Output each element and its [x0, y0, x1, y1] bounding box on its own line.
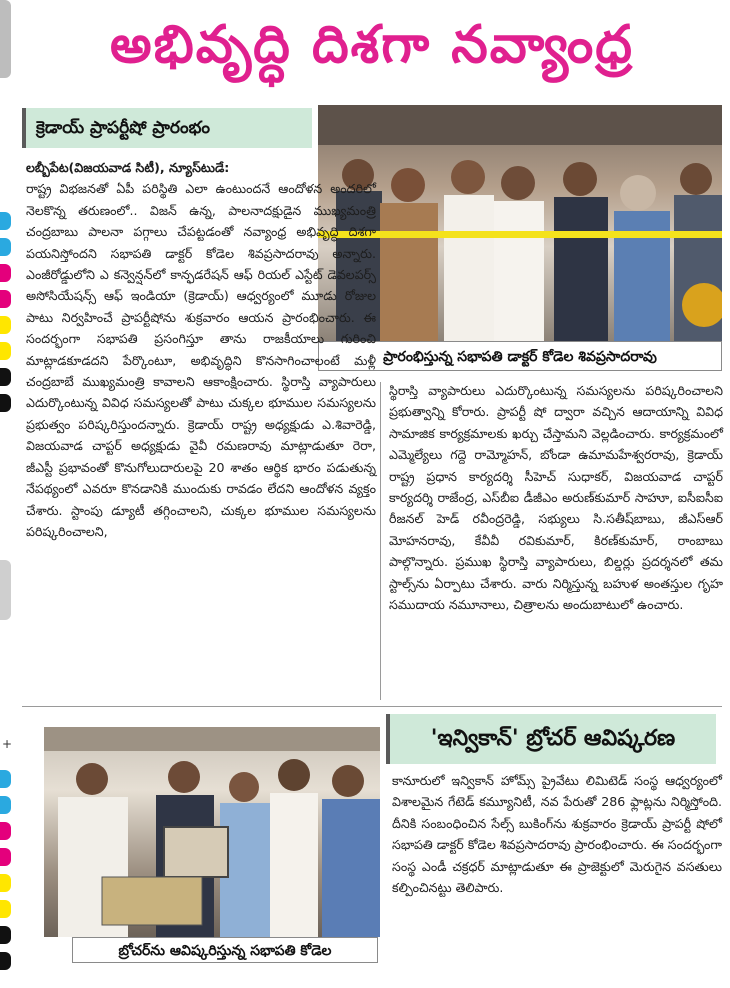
section-divider: [22, 706, 722, 707]
photo-caption-ribbon-cutting: ప్రారంభిస్తున్న సభాపతి డాక్టర్ కోడెల శివప్రసాదరావు: [318, 341, 722, 371]
story2-body-text: కానూరులో ఇన్వికాన్ హోమ్స్ ప్రైవేటు లిమిటెడ్ సంస్థ ఆధ్వర్యంలో విశాలమైన గేటెడ్ కమ్యూనిటీ, నవ పేరుతో 286 ఫ్లాట్లను నిర్మిస్తోంది. దీనికి సంబంధించిన సేల్స్ బుకింగ్‌ను శుక్రవారం క్రెడాయ్ ప్రాపర్టీ షోలో సభాపతి డాక్టర్ కోడెల శివప్రసాదరావు ప్రారంభించారు. ఈ సందర్భంగా సంస్థ ఎండీ చక్రధర్ మాట్లాడుతూ ఈ ప్రాజెక్టులో మెరుగైన వసతులు కల్పించినట్టు తెలిపారు.: [392, 773, 722, 896]
color-swatch-magenta: [0, 822, 11, 840]
story-heading-property-show: క్రెడాయ్ ప్రాపర్టీషో ప్రారంభం: [22, 108, 312, 148]
registration-color-strip: [0, 0, 14, 988]
crowd-illustration: [318, 105, 722, 341]
brochure-group-illustration: [44, 727, 380, 937]
color-swatch-cyan: [0, 212, 11, 230]
color-swatch-yellow: [0, 342, 11, 360]
story1-body-continued: స్థిరాస్తి వ్యాపారులు ఎదుర్కొంటున్న సమస్యలను పరిష్కరించాలని ప్రభుత్వాన్ని కోరారు. ప్రాపర్టీ షో ద్వారా వచ్చిన ఆదాయాన్ని వివిధ సామాజిక కార్యక్రమాలకు ఖర్చు చేస్తామని వెల్లడించారు. కార్యక్రమంలో ఎమ్మెల్యేలు గద్దె రామ్మోహన్, బోండా ఉమామహేశ్వరరావు, క్రెడాయ్ రాష్ట్ర ప్రధాన కార్యదర్శి సీహెచ్ సుధాకర్, విజయవాడ చాప్టర్ కార్యదర్శి రాజేంద్ర, ఎస్‌బీఐ డీజీఎం అరుణ్‌కుమార్ సాహూ, ఐసీఐసీఐ రీజనల్ హెడ్ రవీంద్రరెడ్డి, సభ్యులు సి.సతీష్‌బాబు, జీఎస్ఆర్ మోహనరావు, కేవీవీ రవికుమార్, కిరణ్‌కుమార్, రాంబాబు పాల్గొన్నారు. ప్రముఖ స్థిరాస్తి వ్యాపారులు, బిల్డర్లు ప్రదర్శనలో తమ స్టాల్స్‌ను ఏర్పాటు చేశారు. వారు నిర్మిస్తున్న బహుళ అంతస్తుల గృహ సముదాయ నమూనాలు, చిత్రాలను అందుబాటులో ఉంచారు.: [389, 383, 723, 613]
color-swatch-yellow: [0, 874, 11, 892]
color-swatch-black: [0, 394, 11, 412]
brochure-launch-photo: [44, 727, 380, 937]
story2-column: [392, 770, 722, 898]
color-swatch-black: [0, 926, 11, 944]
registration-crosshair-icon: +: [2, 737, 13, 751]
column-divider: [380, 382, 381, 700]
dateline: లబ్బీపేట(విజయవాడ సిటీ), న్యూస్‌టుడే:: [26, 160, 230, 175]
ribbon-cutting-photo: [318, 105, 722, 341]
photo-caption-brochure: బ్రోచర్‌ను ఆవిష్కరిస్తున్న సభాపతి కోడెల: [72, 937, 378, 963]
color-swatch-magenta: [0, 290, 11, 308]
story1-column-1: [26, 157, 376, 542]
color-swatch-cyan: [0, 238, 11, 256]
color-swatch-black: [0, 952, 11, 970]
story1-body-text: రాష్ట్ర విభజనతో ఏపీ పరిస్థితి ఎలా ఉంటుందనే ఆందోళన అందరిలో నెలకొన్న తరుణంలో.. విజన్ ఉన్న, పాలనాదక్షుడైన ముఖ్యమంత్రి చంద్రబాబు పాలనా పగ్గాలు చేపట్టడంతో నవ్యాంధ్ర అభివృద్ధి దిశగా పయనిస్తోందని సభాపతి డాక్టర్ కోడెల శివప్రసాదరావు అన్నారు. ఎంజీరోడ్డులోని ఎ కన్వెన్షన్‌లో కాన్ఫడరేషన్ ఆఫ్ రియల్ ఎస్టేట్ డెవలపర్స్ అసోసియేషన్స్ ఆఫ్ ఇండియా (క్రెడాయ్) ఆధ్వర్యంలో మూడు రోజుల పాటు నిర్వహించే ప్రాపర్టీషోను శుక్రవారం ఆయన ప్రారంభించారు. ఈ సందర్భంగా సభాపతి ప్రసంగిస్తూ తాను రాజకీయాలు గురించి మాట్లాడకూడదని పేర్కొంటూ, అభివృద్ధిని కొనసాగించాలంటే మళ్లీ చంద్రబాబే ముఖ్యమంత్రి కావాలని ఆకాంక్షించారు. స్థిరాస్తి వ్యాపారులు ఎదుర్కొంటున్న వివిధ సమస్యలతో పాటు చుక్కల భూముల సమస్యలను ప్రభుత్వం పరిష్కరిస్తుందన్నారు. క్రెడాయ్ రాష్ట్ర అధ్యక్షుడు ఎ.శివారెడ్డి, విజయవాడ చాప్టర్ అధ్యక్షుడు వైవీ రమణరావు మాట్లాడుతూ రెరా, జీఎస్టీ ప్రభావంతో కొనుగోలుదారులపై 20 శాతం ఆర్థిక భారం పడుతున్న నేపథ్యంలో ఎవరూ కొనడానికి ముందుకు రావడం లేదని ఆందోళన వ్యక్తం చేశారు. స్టాంపు డ్యూటీ తగ్గించాలని, చుక్కల భూముల సమస్యలను పరిష్కరించాలని,: [26, 181, 376, 539]
color-swatch-yellow: [0, 900, 11, 918]
color-swatch-cyan: [0, 796, 11, 814]
color-swatch-cyan: [0, 770, 11, 788]
color-swatch-gray: [0, 560, 11, 620]
color-swatch-magenta: [0, 264, 11, 282]
color-swatch-magenta: [0, 848, 11, 866]
color-swatch-black: [0, 368, 11, 386]
story1-column-2: [389, 380, 723, 615]
story-heading-brochure-launch: 'ఇన్వికాన్' బ్రోచర్ ఆవిష్కరణ: [386, 714, 716, 764]
color-swatch-gray: [0, 0, 11, 78]
color-swatch-yellow: [0, 316, 11, 334]
page-headline: అభివృద్ధి దిశగా నవ్యాంధ్ర: [110, 14, 634, 75]
